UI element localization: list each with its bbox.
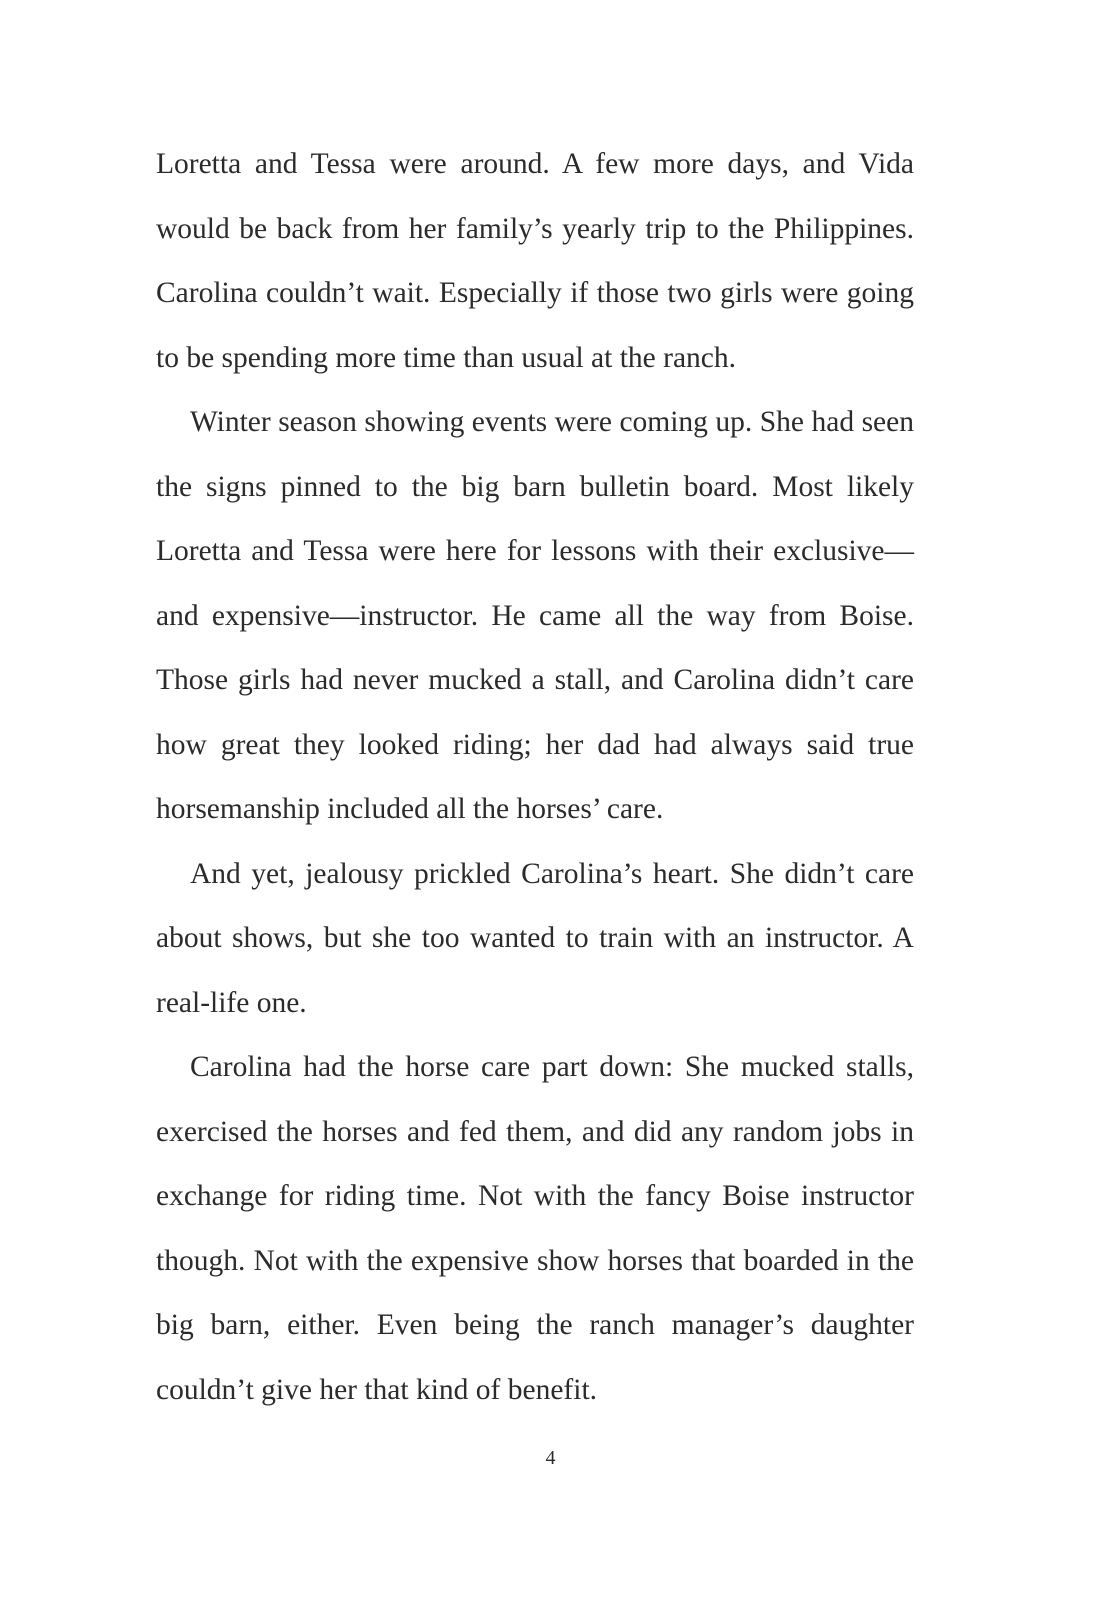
body-text xyxy=(156,132,914,1422)
paragraph: And yet, jealousy prickled Carolina’s heart. She didn’t care about shows, but she too wanted to train with an instructor. A real-life one. xyxy=(156,857,914,1019)
page-number: 4 xyxy=(545,1447,556,1469)
paragraph: Carolina had the horse care part down: She mucked stalls, exercised the horses and fed them, and did any random jobs in exchange for riding time. Not with the fancy Boise instructor though. Not with the expensive show horses that boarded in the big barn, either. Even being the ranch manager’s daughter couldn’t give her that kind of benefit. xyxy=(156,1051,914,1406)
paragraph: Winter season showing events were coming up. She had seen the signs pinned to the big barn bulletin board. Most likely Loretta and Tessa were here for lessons with their exclusive—and expensive—instructor. He came all the way from Boise. Those girls had never mucked a stall, and Carolina didn’t care how great they looked riding; her dad had always said true horsemanship included all the horses’ care. xyxy=(156,406,914,825)
paragraph-continued: Loretta and Tessa were around. A few more days, and Vida would be back from her family’s yearly trip to the Philippines. Carolina couldn’t wait. Especially if those two girls were going to be spending more time than usual at the ranch. xyxy=(156,148,914,374)
